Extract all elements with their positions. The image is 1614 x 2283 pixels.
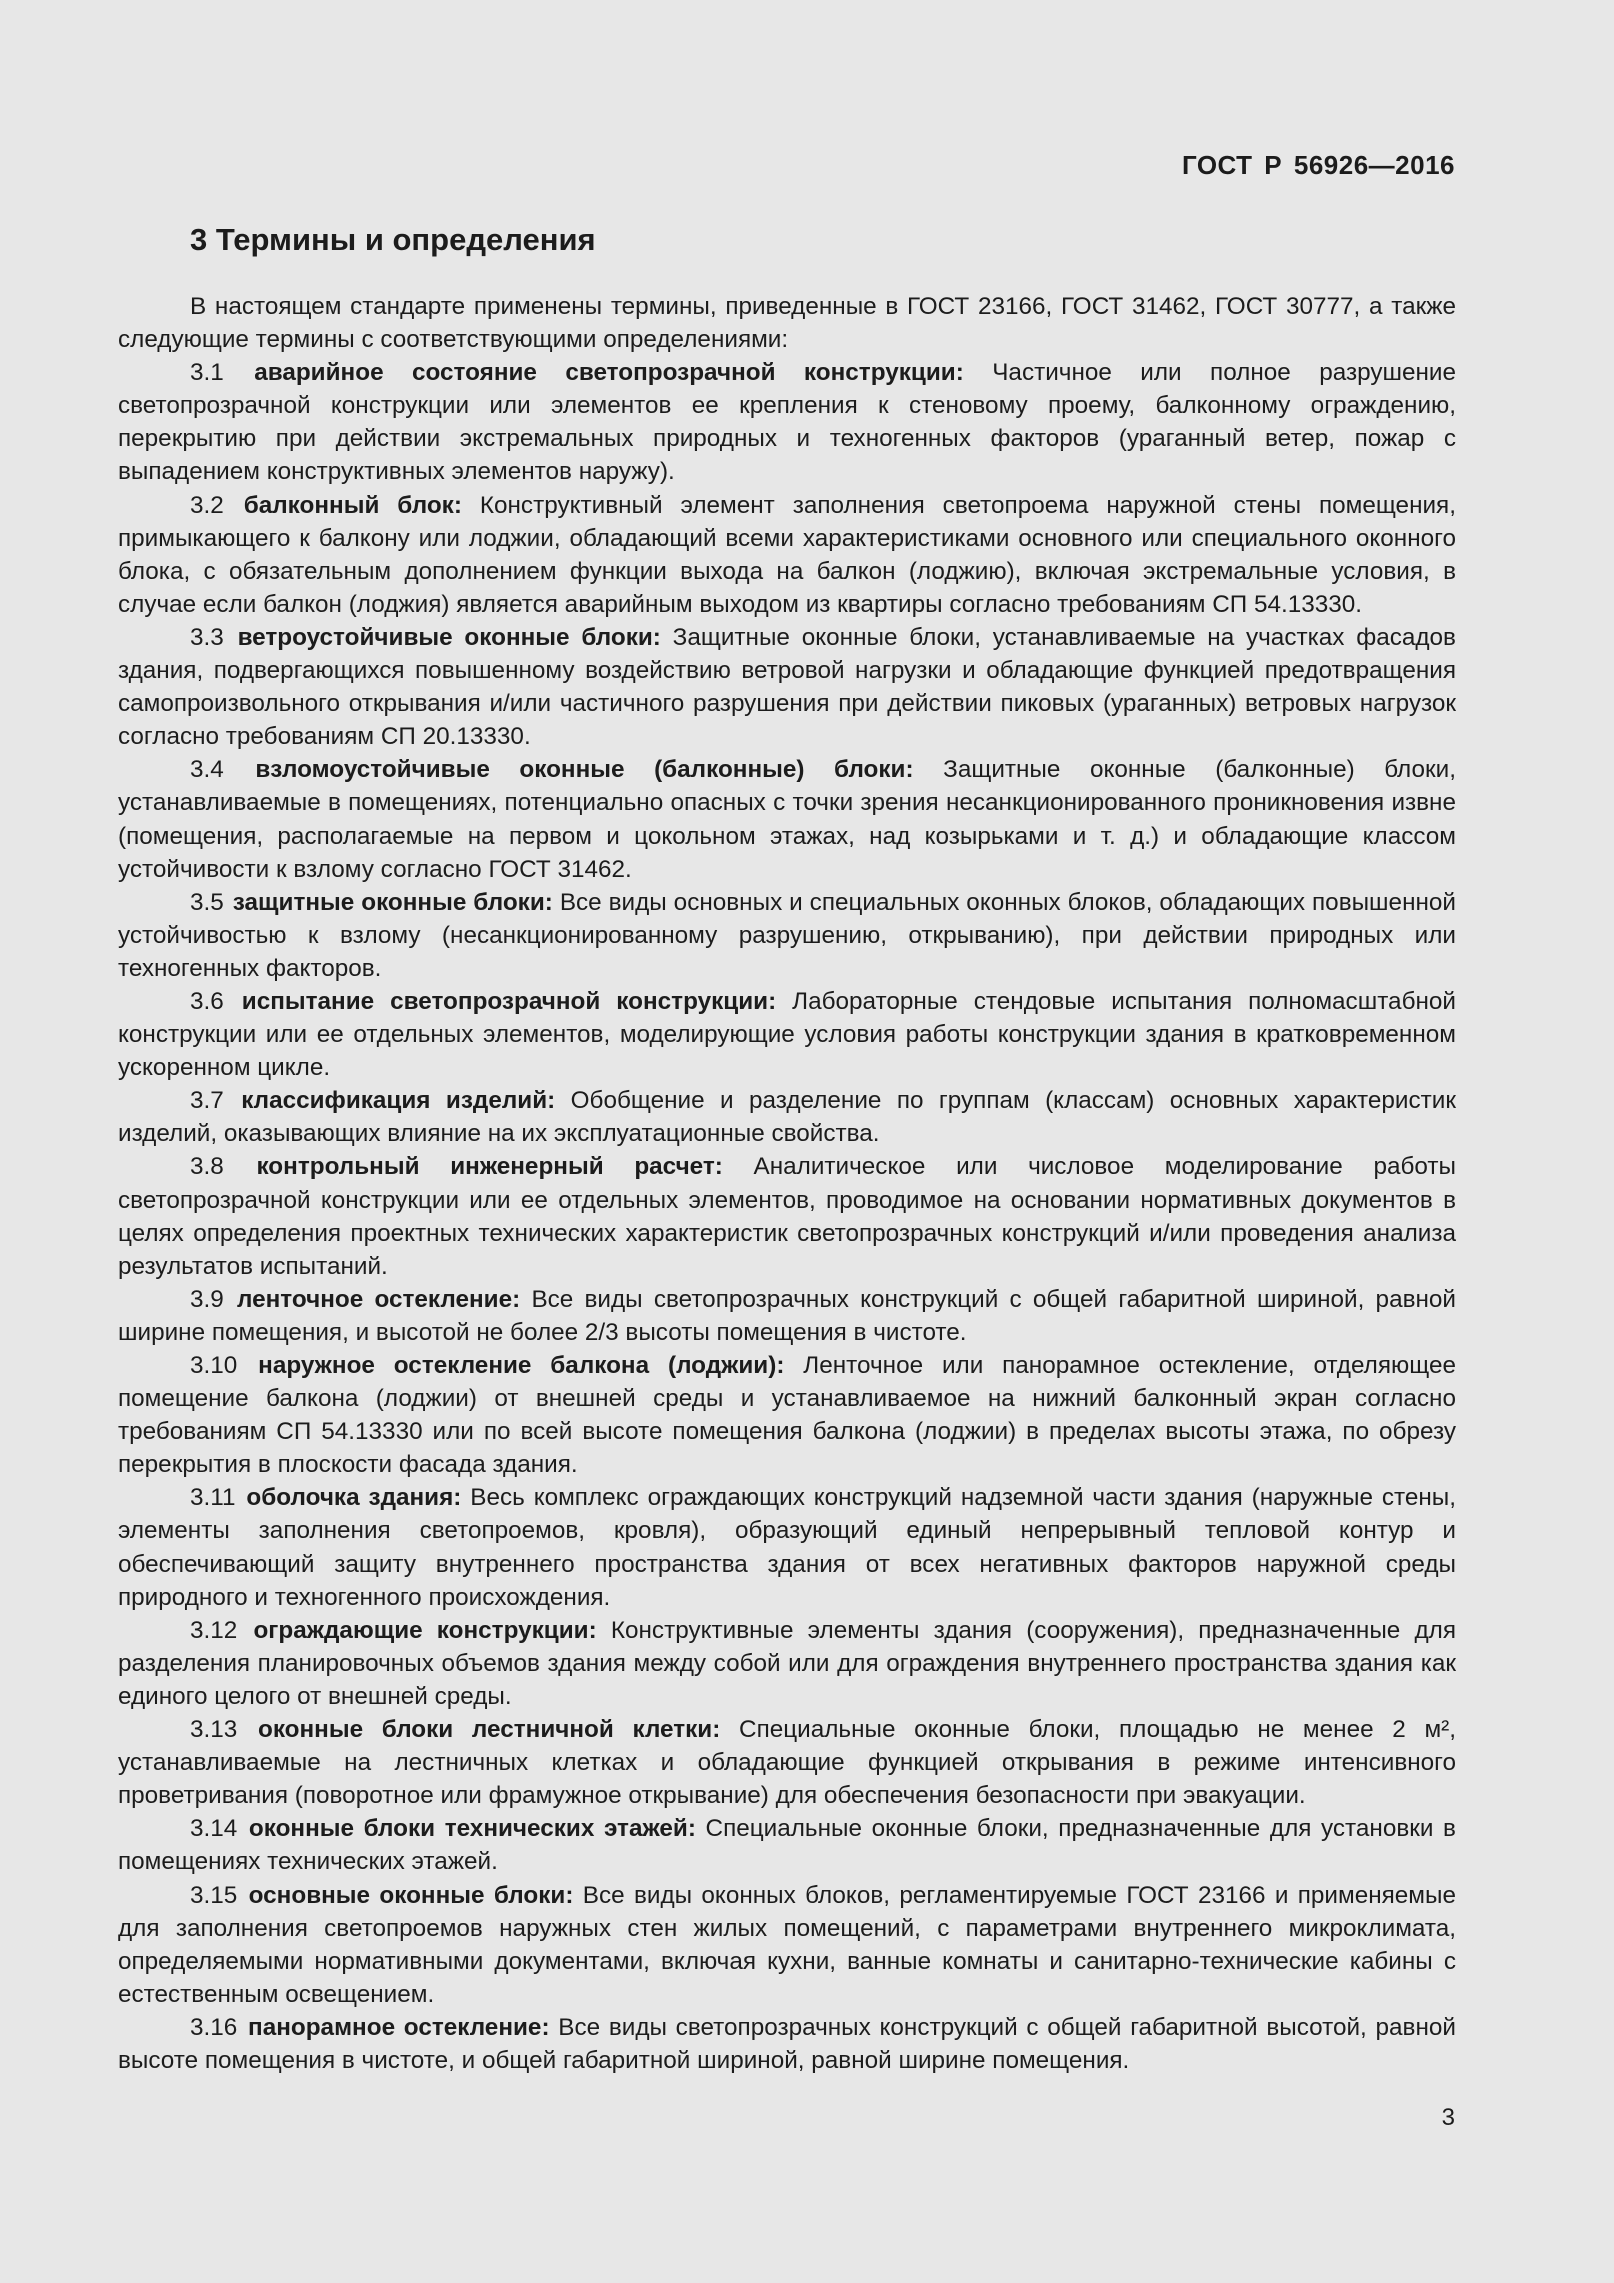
term-name: основные оконные блоки: <box>248 1881 574 1909</box>
document-header: ГОСТ Р 56926—2016 <box>1181 150 1455 180</box>
term-definition: Все виды светопрозрачных конструкций с общей габаритной шириной, равной ширине помещения, и высотой не более 2/3 высоты помещения в чистоте. <box>118 1285 1456 1346</box>
term-number: 3.14 <box>190 1815 238 1843</box>
term-name: аварийное состояние светопрозрачной конструкции: <box>254 359 964 387</box>
term-entry <box>118 356 1456 488</box>
term-number: 3.1 <box>190 359 224 387</box>
term-name: ленточное остекление: <box>237 1285 521 1313</box>
term-name: наружное остекление балкона (лоджии): <box>258 1352 785 1379</box>
term-entry <box>118 489 1456 621</box>
term-entry <box>118 1084 1456 1150</box>
term-number: 3.8 <box>190 1153 224 1181</box>
term-name: защитные оконные блоки: <box>232 888 553 916</box>
term-name: оболочка здания: <box>246 1484 462 1512</box>
term-name: ограждающие конструкции: <box>253 1616 597 1644</box>
term-number: 3.10 <box>190 1352 238 1379</box>
term-entry <box>118 1713 1456 1812</box>
term-number: 3.6 <box>190 987 224 1015</box>
term-definition: Специальные оконные блоки, площадью не менее 2 м², устанавливаемые на лестничных клетках и обладающие функцией открывания в режиме интенсивного проветривания (поворотное или фрамужное открывание) для обеспечения безопасности при эвакуации. <box>118 1716 1456 1810</box>
term-entry <box>118 1481 1456 1613</box>
term-name: испытание светопрозрачной конструкции: <box>241 987 777 1015</box>
term-name: балконный блок: <box>243 491 462 519</box>
term-definition: Аналитическое или числовое моделирование работы светопрозрачной конструкции или ее отдельных элементов, проводимое на основании нормативных документов в целях определения проектных технических характеристик светопрозрачных конструкций и/или проведения анализа результатов испытаний. <box>118 1153 1456 1280</box>
term-number: 3.7 <box>190 1087 224 1115</box>
term-number: 3.9 <box>190 1285 224 1313</box>
term-entry <box>118 1812 1456 1878</box>
term-definition: Весь комплекс ограждающих конструкций надземной части здания (наружные стены, элементы заполнения светопроемов, кровля), образующий единый непрерывный тепловой контур и обеспечивающий защиту внутреннего пространства здания от всех негативных факторов наружной среды природного и техногенного происхождения. <box>118 1484 1456 1611</box>
term-entry <box>118 1150 1456 1282</box>
intro-paragraph: В настоящем стандарте применены термины, приведенные в ГОСТ 23166, ГОСТ 31462, ГОСТ 30777, а также следующие термины с соответствующими определениями: <box>118 293 1456 354</box>
term-entry <box>118 621 1456 753</box>
term-number: 3.12 <box>190 1616 238 1644</box>
document-body <box>118 290 1456 2077</box>
term-definition: Все виды основных и специальных оконных блоков, обладающих повышенной устойчивостью к взлому (несанкционированному разрушению, открыванию), при действии природных или техногенных факторов. <box>118 888 1456 982</box>
term-definition: Обобщение и разделение по группам (классам) основных характеристик изделий, оказывающих влияние на их эксплуатационные свойства. <box>118 1087 1456 1148</box>
term-definition: Конструктивные элементы здания (сооружения), предназначенные для разделения планировочных объемов здания между собой или для ограждения внутреннего пространства здания как единого целого от внешней среды. <box>118 1616 1456 1710</box>
term-definition: Конструктивный элемент заполнения светопроема наружной стены помещения, примыкающего к балкону или лоджии, обладающий всеми характеристиками основного или специального оконного блока, с обязательным дополнением функции выхода на балкон (лоджию), включая экстремальные условия, в случае если балкон (лоджия) является аварийным выходом из квартиры согласно требованиям СП 54.13330. <box>118 491 1456 618</box>
term-name: панорамное остекление: <box>248 2013 550 2041</box>
term-definition: Частичное или полное разрушение светопрозрачной конструкции или элементов ее крепления к стеновому проему, балконному ограждению, перекрытию при действии экстремальных природных и техногенных факторов (ураганный ветер, пожар с выпадением конструктивных элементов наружу). <box>118 359 1456 486</box>
term-entry <box>118 1879 1456 2011</box>
term-number: 3.5 <box>190 888 224 916</box>
term-number: 3.13 <box>190 1716 238 1744</box>
term-entry <box>118 1349 1456 1481</box>
section-title: 3 Термины и определения <box>190 222 596 257</box>
term-name: классификация изделий: <box>241 1087 556 1115</box>
term-number: 3.15 <box>190 1881 238 1909</box>
term-name: контрольный инженерный расчет: <box>256 1153 723 1181</box>
term-definition: Все виды оконных блоков, регламентируемые ГОСТ 23166 и применяемые для заполнения светопроемов наружных стен жилых помещений, с параметрами внутреннего микроклимата, определяемыми нормативными документами, включая кухни, ванные комнаты и санитарно-технические кабины с естественным освещением. <box>118 1881 1456 2008</box>
term-name: ветроустойчивые оконные блоки: <box>237 623 661 651</box>
term-definition: Защитные оконные блоки, устанавливаемые на участках фасадов здания, подвергающихся повышенному воздействию ветровой нагрузки и обладающие функцией предотвращения самопроизвольного открывания и/или частичного разрушения при действии пиковых (ураганных) ветровых нагрузок согласно требованиям СП 20.13330. <box>118 623 1456 751</box>
term-number: 3.16 <box>190 2013 238 2041</box>
term-definition: Защитные оконные (балконные) блоки, устанавливаемые в помещениях, потенциально опасных с точки зрения несанкционированного проникновения извне (помещения, располагаемые на первом и цокольном этажах, над козырьками и т. д.) и обладающие классом устойчивости к взлому согласно ГОСТ 31462. <box>118 756 1456 883</box>
terms-list <box>118 356 1456 2077</box>
term-entry <box>118 753 1456 885</box>
term-name: взломоустойчивые оконные (балконные) блоки: <box>255 756 914 784</box>
page-number: 3 <box>1441 2104 1455 2131</box>
term-definition: Ленточное или панорамное остекление, отделяющее помещение балкона (лоджии) от внешней среды и устанавливаемое на нижний балконный экран согласно требованиям СП 54.13330 или по всей высоте помещения балкона (лоджии) в пределах высоты этажа, по обрезу перекрытия в плоскости фасада здания. <box>118 1352 1456 1479</box>
term-entry <box>118 886 1456 985</box>
term-definition: Специальные оконные блоки, предназначенные для установки в помещениях технических этажей. <box>118 1815 1456 1876</box>
term-entry <box>118 1283 1456 1349</box>
term-entry <box>118 985 1456 1084</box>
term-number: 3.11 <box>190 1484 236 1512</box>
term-number: 3.4 <box>190 756 224 784</box>
term-definition: Все виды светопрозрачных конструкций с общей габаритной высотой, равной высоте помещения в чистоте, и общей габаритной шириной, равной ширине помещения. <box>118 2013 1456 2074</box>
term-name: оконные блоки технических этажей: <box>248 1815 696 1843</box>
term-number: 3.2 <box>190 491 224 519</box>
term-entry <box>118 2011 1456 2077</box>
term-definition: Лабораторные стендовые испытания полномасштабной конструкции или ее отдельных элементов, моделирующие условия работы конструкции здания в кратковременном ускоренном цикле. <box>118 987 1456 1082</box>
term-entry <box>118 1614 1456 1713</box>
term-number: 3.3 <box>190 623 224 651</box>
term-name: оконные блоки лестничной клетки: <box>257 1716 721 1744</box>
